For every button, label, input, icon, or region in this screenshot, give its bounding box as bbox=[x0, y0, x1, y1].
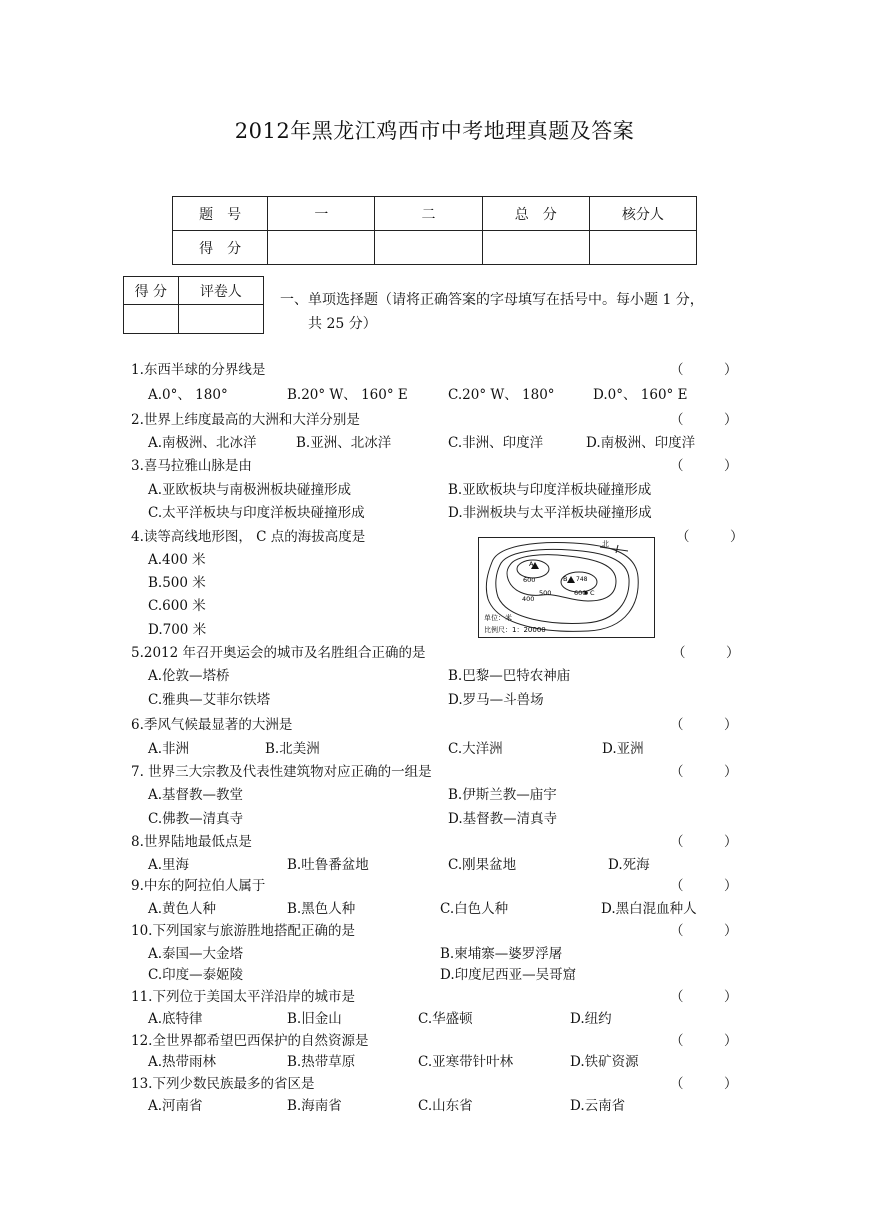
map-unit: 单位：米 bbox=[484, 614, 512, 622]
question-stem: 5.2012 年召开奥运会的城市及名胜组合正确的是 bbox=[131, 645, 426, 661]
answer-option: D.死海 bbox=[608, 857, 650, 873]
answer-option: C.华盛顿 bbox=[418, 1011, 473, 1027]
answer-option: D.纽约 bbox=[570, 1011, 612, 1027]
answer-option: C.雅典—艾菲尔铁塔 bbox=[148, 692, 271, 708]
answer-option: C.太平洋板块与印度洋板块碰撞形成 bbox=[148, 505, 365, 521]
map-frame bbox=[479, 538, 655, 638]
score-entry-cell[interactable] bbox=[482, 231, 589, 265]
map-scale: 比例尺：1：20000 bbox=[484, 626, 546, 634]
answer-option: A.南极洲、北冰洋 bbox=[148, 435, 257, 451]
answer-blank[interactable]: （ ） bbox=[670, 878, 738, 894]
answer-option: B.黑色人种 bbox=[287, 901, 356, 917]
answer-option: D.黑白混血种人 bbox=[601, 901, 697, 917]
answer-option: C.印度—泰姬陵 bbox=[148, 967, 244, 983]
answer-option: C.非洲、印度洋 bbox=[448, 435, 544, 451]
answer-blank[interactable]: （ ） bbox=[670, 1033, 738, 1049]
answer-option: B.海南省 bbox=[287, 1098, 342, 1114]
answer-option: A.非洲 bbox=[148, 741, 190, 757]
answer-blank[interactable]: （ ） bbox=[670, 923, 738, 939]
answer-option: D.南极洲、印度洋 bbox=[586, 435, 696, 451]
answer-option: A.里海 bbox=[148, 857, 190, 873]
map-elev-500: 500 bbox=[539, 589, 552, 597]
question-stem: 4.读等高线地形图， C 点的海拔高度是 bbox=[131, 529, 366, 545]
answer-option: C.20° W、 180° bbox=[448, 387, 555, 403]
answer-option: A.底特律 bbox=[148, 1011, 203, 1027]
answer-option: B.亚欧板块与印度洋板块碰撞形成 bbox=[448, 482, 652, 498]
answer-option: B.吐鲁番盆地 bbox=[287, 857, 369, 873]
answer-option: B.巴黎—巴特农神庙 bbox=[448, 668, 571, 684]
map-label-c: C bbox=[590, 589, 595, 597]
score-label-cell: 得 分 bbox=[173, 231, 268, 265]
answer-option: A.河南省 bbox=[148, 1098, 203, 1114]
grader-name-header: 评卷人 bbox=[178, 277, 263, 305]
answer-option: C.山东省 bbox=[418, 1098, 473, 1114]
answer-option: D.铁矿资源 bbox=[570, 1054, 639, 1070]
section-heading-line: 一、单项选择题（请将正确答案的字母填写在括号中。每小题 1 分， bbox=[280, 292, 704, 308]
answer-option: C.大洋洲 bbox=[448, 741, 503, 757]
answer-option: A.热带雨林 bbox=[148, 1054, 217, 1070]
score-header-cell: 核分人 bbox=[589, 197, 696, 231]
answer-blank[interactable]: （ ） bbox=[670, 458, 738, 474]
answer-option: C.刚果盆地 bbox=[448, 857, 517, 873]
answer-option: A.伦敦—塔桥 bbox=[148, 668, 230, 684]
grader-table-row bbox=[124, 277, 264, 305]
score-entry-cell[interactable] bbox=[589, 231, 696, 265]
score-header-cell: 二 bbox=[375, 197, 482, 231]
answer-option: D.罗马—斗兽场 bbox=[448, 692, 544, 708]
question-stem: 1.东西半球的分界线是 bbox=[131, 362, 266, 378]
question-stem: 9.中东的阿拉伯人属于 bbox=[131, 878, 266, 894]
answer-option: C.亚寒带针叶林 bbox=[418, 1054, 514, 1070]
answer-option: A.0°、 180° bbox=[148, 387, 228, 403]
question-stem: 7. 世界三大宗教及代表性建筑物对应正确的一组是 bbox=[131, 764, 432, 780]
grader-table-row bbox=[124, 305, 264, 334]
answer-option: B.北美洲 bbox=[265, 741, 320, 757]
question-stem: 6.季风气候最显著的大洲是 bbox=[131, 717, 293, 733]
answer-option: D.亚洲 bbox=[602, 741, 644, 757]
question-stem: 10.下列国家与旅游胜地搭配正确的是 bbox=[131, 923, 355, 939]
question-stem: 2.世界上纬度最高的大洲和大洋分别是 bbox=[131, 412, 360, 428]
answer-option: C.白色人种 bbox=[440, 901, 509, 917]
answer-option: D.700 米 bbox=[148, 622, 207, 638]
answer-option: A.黄色人种 bbox=[148, 901, 217, 917]
answer-option: A.基督教—教堂 bbox=[148, 787, 244, 803]
answer-blank[interactable]: （ ） bbox=[670, 764, 738, 780]
answer-option: B.伊斯兰教—庙宇 bbox=[448, 787, 557, 803]
map-label-b: B bbox=[563, 575, 568, 583]
answer-option: C.600 米 bbox=[148, 598, 206, 614]
score-table-row bbox=[173, 197, 697, 231]
answer-option: D.基督教—清真寺 bbox=[448, 811, 558, 827]
answer-blank[interactable]: （ ） bbox=[670, 1076, 738, 1092]
grader-table bbox=[123, 276, 264, 334]
question-stem: 11.下列位于美国太平洋沿岸的城市是 bbox=[131, 989, 355, 1005]
answer-blank[interactable]: （ ） bbox=[672, 645, 740, 661]
score-table-row bbox=[173, 231, 697, 265]
score-entry-cell[interactable] bbox=[375, 231, 482, 265]
answer-option: A.400 米 bbox=[148, 552, 206, 568]
answer-option: B.20° W、 160° E bbox=[287, 387, 408, 403]
answer-option: B.旧金山 bbox=[287, 1011, 342, 1027]
page-title: 2012年黑龙江鸡西市中考地理真题及答案 bbox=[234, 119, 635, 143]
score-header-cell: 总 分 bbox=[482, 197, 589, 231]
grader-name-cell[interactable] bbox=[178, 305, 263, 334]
answer-blank[interactable]: （ ） bbox=[670, 717, 738, 733]
answer-blank[interactable]: （ ） bbox=[676, 529, 744, 545]
answer-blank[interactable]: （ ） bbox=[670, 412, 738, 428]
question-stem: 12.全世界都希望巴西保护的自然资源是 bbox=[131, 1033, 369, 1049]
answer-option: A.泰国—大金塔 bbox=[148, 946, 244, 962]
map-elev-peak-b: 748 bbox=[576, 576, 588, 583]
answer-option: B.柬埔寨—婆罗浮屠 bbox=[440, 946, 563, 962]
map-elev-400: 400 bbox=[522, 595, 535, 603]
question-stem: 13.下列少数民族最多的省区是 bbox=[131, 1076, 315, 1092]
contour-map bbox=[478, 537, 655, 638]
answer-option: C.佛教—清真寺 bbox=[148, 811, 244, 827]
question-stem: 3.喜马拉雅山脉是由 bbox=[131, 458, 252, 474]
answer-option: A.亚欧板块与南极洲板块碰撞形成 bbox=[148, 482, 352, 498]
answer-option: D.0°、 160° E bbox=[593, 387, 688, 403]
map-label-a: A bbox=[529, 560, 534, 568]
question-stem: 8.世界陆地最低点是 bbox=[131, 834, 252, 850]
answer-option: D.非洲板块与太平洋板块碰撞形成 bbox=[448, 505, 652, 521]
answer-option: B.500 米 bbox=[148, 575, 206, 591]
score-entry-cell[interactable] bbox=[268, 231, 375, 265]
map-north-label: 北 bbox=[602, 540, 609, 548]
answer-option: B.亚洲、北冰洋 bbox=[296, 435, 392, 451]
score-table bbox=[172, 196, 697, 265]
answer-option: D.云南省 bbox=[570, 1098, 626, 1114]
grader-score-cell[interactable] bbox=[124, 305, 179, 334]
score-header-cell: 一 bbox=[268, 197, 375, 231]
answer-blank[interactable]: （ ） bbox=[670, 834, 738, 850]
score-header-cell: 题 号 bbox=[173, 197, 268, 231]
section-heading bbox=[280, 288, 740, 336]
grader-score-header: 得 分 bbox=[124, 277, 179, 305]
section-heading-line: 共 25 分） bbox=[308, 316, 377, 332]
answer-option: D.印度尼西亚—吴哥窟 bbox=[440, 967, 577, 983]
map-elev-600-b: 600 bbox=[574, 589, 587, 597]
answer-option: B.热带草原 bbox=[287, 1054, 356, 1070]
map-elev-600-a: 600 bbox=[523, 576, 536, 584]
answer-blank[interactable]: （ ） bbox=[670, 989, 738, 1005]
answer-blank[interactable]: （ ） bbox=[670, 362, 738, 378]
